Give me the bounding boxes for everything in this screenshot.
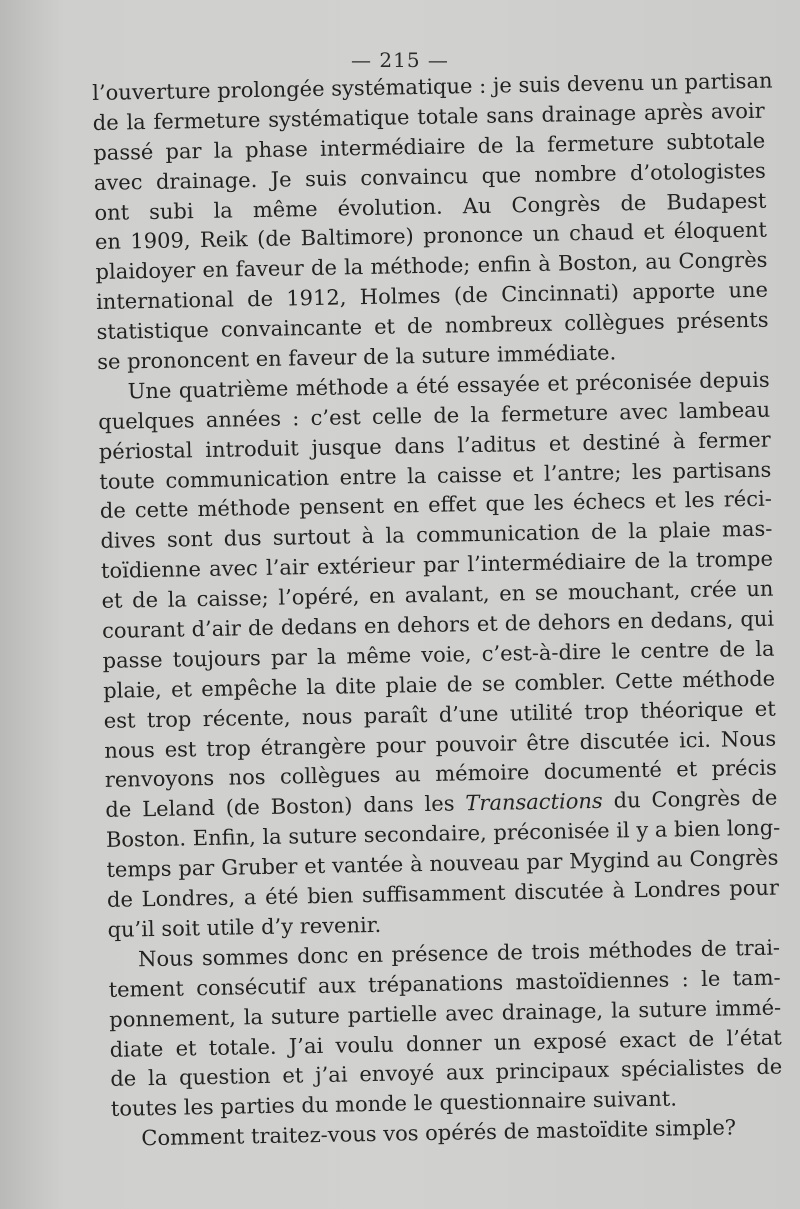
text-line: et de la caisse; l’opéré, en avalant, en se mouchant, crée un [101,576,774,614]
text-line: périostal introduit jusque dans l’aditus et destiné à fermer [98,427,771,464]
text-line: de Londres, a été bien suffisamment discutée à Londres pour [106,875,780,912]
text-line: qu’il soit utile d’y revenir. [107,912,382,942]
text-line: renvoyons nos collègues au mémoire documenté et précis [104,756,777,793]
text-line: toutes les parties du monde le questionnaire suivant. [110,1086,678,1122]
text-line: diate et totale. J’ai voulu donner un exposé exact de l’état [109,1025,782,1062]
text-line: Nous sommes donc en présence de trois méthodes de trai- [137,935,781,972]
text-line: se prononcent en faveur de la suture immédiate. [96,340,617,374]
text-line: Comment traitez-vous vos opérés de mastoïdite simple? [141,1115,737,1151]
text-line: ont subi la même évolution. Au Congrès de Budapest [94,188,767,225]
text-line: courant d’air de dedans en dehors et de dehors en dedans, qui [101,606,775,643]
text-line: temps par Gruber et vantée à nouveau par Mygind au Congrès [106,845,779,883]
text-line: plaie, et empêche la dite plaie de se combler. Cette méthode [102,666,776,703]
text-line: en 1909, Reik (de Baltimore) prononce un chaud et éloquent [94,218,768,255]
text-line: dives sont dus surtout à la communication de la plaie mas- [100,516,773,554]
text-line: international de 1912, Holmes (de Cincinnati) apporte une [95,277,769,315]
text-line: ponnement, la suture partielle avec drainage, la suture immé- [109,995,782,1032]
text-line: de la fermeture systématique totale sans drainage après avoir [92,98,765,135]
text-line: toïdienne avec l’air extérieur par l’intermédiaire de la trompe [100,546,774,584]
text-line: toute communication entre la caisse et l’antre; les partisans [99,457,772,494]
italic-title: Transactions [465,789,603,816]
text-line: plaidoyer en faveur de la méthode; enfin à Boston, au Congrès [95,247,768,285]
text-line: passé par la phase intermédiaire de la fermeture subtotale [93,128,766,165]
text-line: passe toujours par la même voie, c’est-à-dire le centre de la [102,636,775,673]
text-line: Boston. Enfin, la suture secondaire, préconisée il y a bien long- [105,815,781,853]
text-line: de la question et j’ai envoyé aux principaux spécialistes de [110,1054,783,1092]
text-line: avec drainage. Je suis convaincu que nombre d’otologistes [93,158,767,195]
body-text [92,67,784,1155]
text-line: statistique convaincante et de nombreux collègues présents [96,307,769,345]
text-line: l’ouverture prolongée systématique : je suis devenu un partisan [92,68,773,105]
text-line: quelques années : c’est celle de la fermeture avec lambeau [98,397,771,434]
page-number: — 215 — [351,48,449,72]
text-line: nous est trop étrangère pour pouvoir être discutée ici. Nous [104,726,777,763]
text-segment: de Leland (de Boston) dans les [105,791,455,823]
text-line: est trop récente, nous paraît d’une utilité trop théorique et [103,696,776,733]
text-line: de cette méthode pensent en effet que les échecs et les réci- [99,487,773,524]
text-line: Une quatrième méthode a été essayée et préconisée depuis [127,367,770,404]
text-line: tement consécutif aux trépanations mastoïdiennes : le tam- [108,965,781,1002]
text-segment: du Congrès de [613,785,778,813]
